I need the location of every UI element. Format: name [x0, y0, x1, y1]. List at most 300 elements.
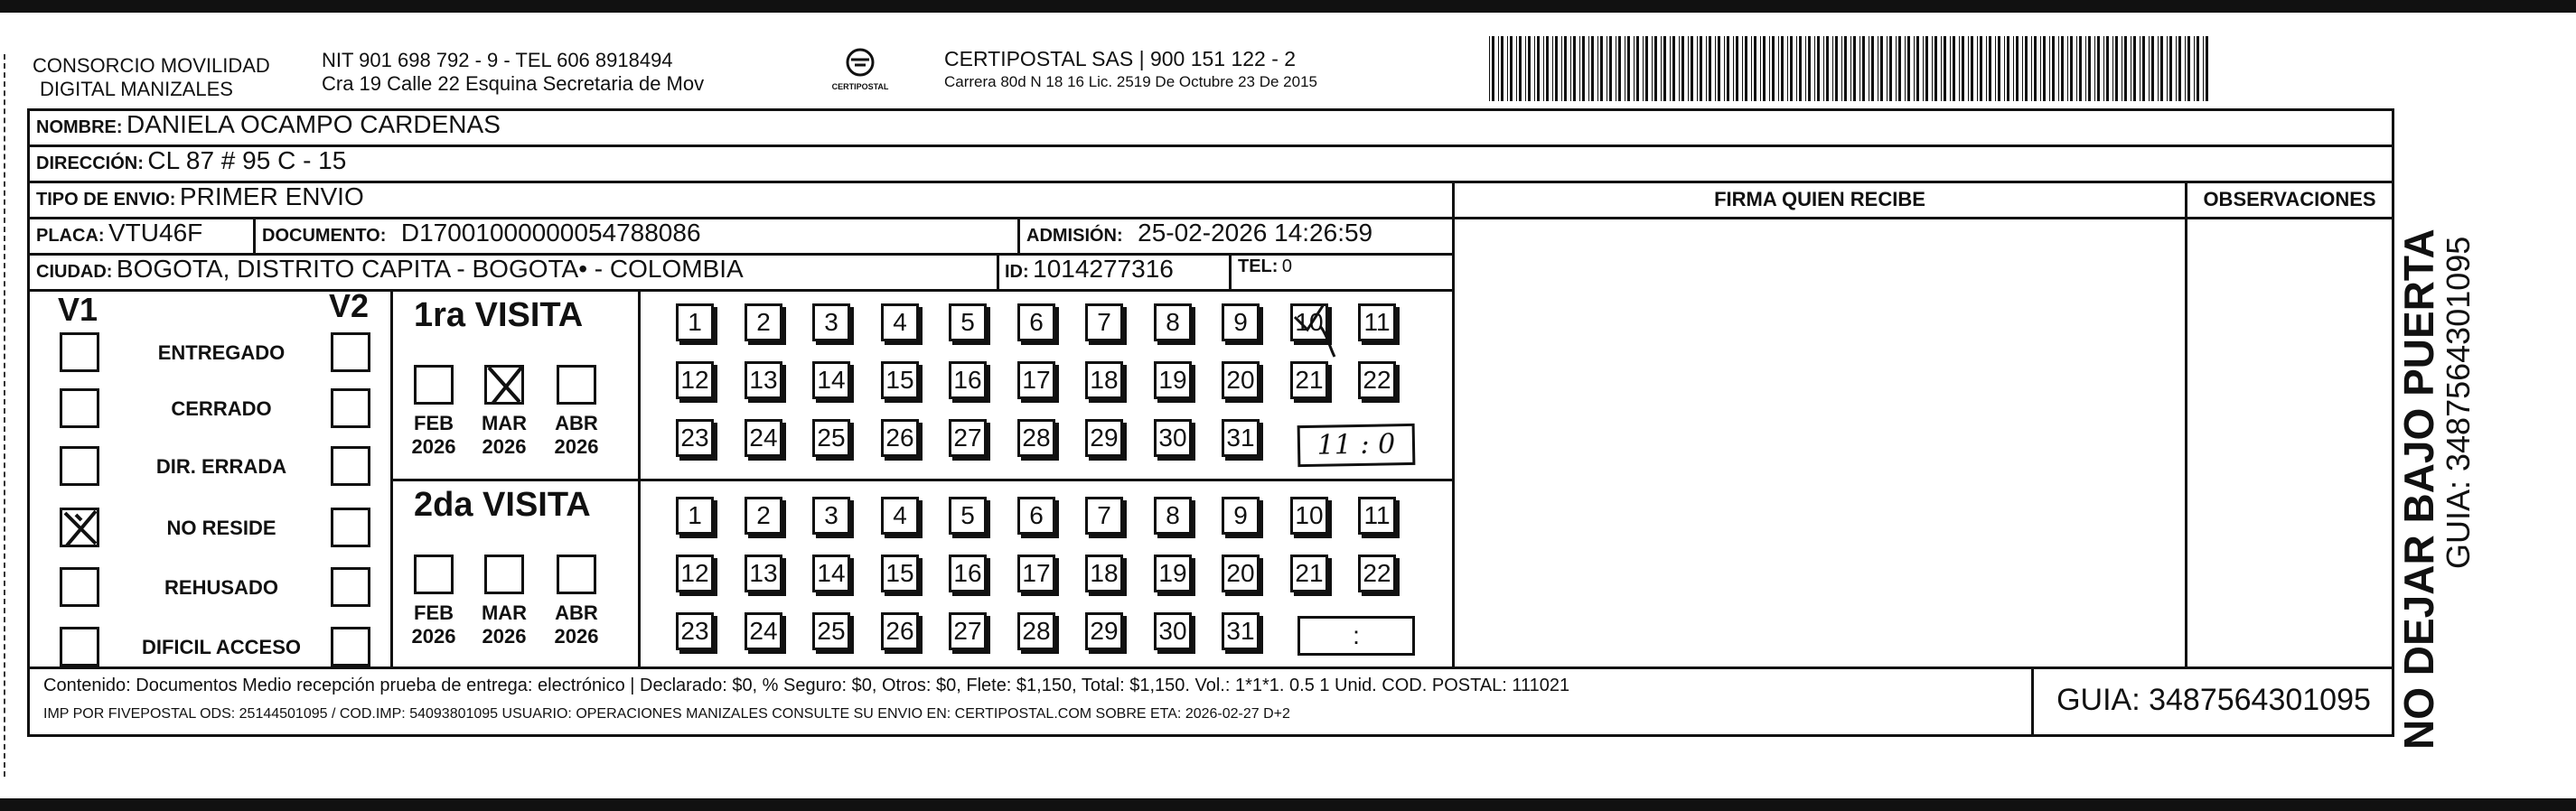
v2-checkbox[interactable]	[331, 332, 370, 372]
month-label: ABR 2026	[554, 412, 599, 458]
certipostal-emblem-icon	[842, 47, 878, 78]
barcode-bar	[1977, 36, 1978, 101]
month-checkbox-mar[interactable]	[484, 365, 524, 405]
month-label: FEB 2026	[411, 601, 456, 648]
barcode-bar	[1914, 36, 1915, 101]
barcode-bar	[2097, 36, 2100, 101]
barcode-bar	[1724, 36, 1725, 101]
barcode-bar	[2194, 36, 2195, 101]
barcode-bar	[1654, 36, 1657, 101]
barcode-bar	[2106, 36, 2109, 101]
barcode-bar	[2034, 36, 2037, 101]
barcode-bar	[1778, 36, 1779, 101]
admision-value: 25-02-2026 14:26:59	[1138, 219, 1373, 247]
month-checkbox-abr[interactable]	[557, 365, 596, 405]
nombre-label: NOMBRE:	[36, 117, 123, 137]
barcode-bar	[1905, 36, 1906, 101]
barcode-bar	[2142, 36, 2145, 101]
barcode-bar	[1582, 36, 1585, 101]
barcode-bar	[1652, 36, 1653, 101]
address-line: Cra 19 Calle 22 Esquina Secretaria de Mov	[322, 72, 705, 95]
day-box[interactable]: 31	[1222, 419, 1260, 457]
day-box[interactable]: 24	[745, 612, 782, 650]
id-value: 1014277316	[1033, 255, 1174, 283]
day-box[interactable]: 4	[881, 497, 919, 535]
barcode-bar	[2070, 36, 2073, 101]
id-row	[1005, 255, 1174, 284]
day-box[interactable]: 11	[1358, 303, 1396, 341]
barcode-bar	[2124, 36, 2127, 101]
day-box[interactable]: 2	[745, 303, 782, 341]
obs-column-left	[2185, 181, 2187, 668]
barcode-bar	[1962, 36, 1964, 101]
side-text	[2394, 126, 2494, 759]
barcode-bar	[1772, 36, 1775, 101]
day-box[interactable]: 22	[1358, 361, 1396, 399]
barcode-bar	[2004, 36, 2005, 101]
barcode-bar	[1934, 36, 1937, 101]
admision-divider	[1017, 217, 1020, 253]
barcode-bar	[1733, 36, 1734, 101]
barcode-bar	[1489, 36, 1490, 101]
day-box[interactable]: 27	[949, 419, 987, 457]
certipostal-info	[944, 47, 1317, 91]
v2-checkbox[interactable]	[331, 446, 370, 486]
barcode-bar	[2133, 36, 2136, 101]
barcode-bar	[1808, 36, 1811, 101]
v1-checkbox[interactable]	[60, 446, 99, 486]
barcode-bar	[1986, 36, 1987, 101]
day-box[interactable]: 14	[812, 361, 850, 399]
barcode-bar	[2115, 36, 2118, 101]
id-label: ID:	[1005, 262, 1029, 282]
day-box[interactable]: 20	[1222, 555, 1260, 592]
barcode-bar	[1492, 36, 1494, 101]
barcode-bar	[1950, 36, 1951, 101]
day-box[interactable]: 29	[1085, 612, 1123, 650]
day-box[interactable]: 20	[1222, 361, 1260, 399]
month-label: FEB 2026	[411, 412, 456, 458]
barcode-bar	[2043, 36, 2046, 101]
tel-divider	[1229, 253, 1232, 289]
check-mark-icon	[1288, 299, 1342, 362]
month-label: MAR 2026	[481, 601, 528, 648]
month-checkbox-mar[interactable]	[484, 555, 524, 594]
barcode-bar	[1634, 36, 1635, 101]
barcode-bar	[1627, 36, 1630, 101]
barcode-bar	[2160, 36, 2163, 101]
barcode-bar	[1688, 36, 1689, 101]
v1-checkbox[interactable]	[60, 567, 99, 607]
status-label: ENTREGADO	[157, 341, 286, 364]
barcode-bar	[1769, 36, 1770, 101]
direccion-row	[36, 146, 346, 175]
day-box[interactable]: 11	[1358, 497, 1396, 535]
day-box[interactable]: 8	[1154, 497, 1192, 535]
day-box[interactable]: 6	[1017, 497, 1055, 535]
day-box[interactable]: 18	[1085, 361, 1123, 399]
day-box[interactable]: 9	[1222, 303, 1260, 341]
status-label: DIR. ERRADA	[155, 455, 287, 478]
barcode-bar	[2052, 36, 2055, 101]
ciudad-label: CIUDAD:	[36, 262, 113, 282]
day-box[interactable]: 26	[881, 612, 919, 650]
visita1-time-box[interactable]	[1297, 424, 1416, 467]
v1-checkbox[interactable]	[60, 332, 99, 372]
day-box[interactable]: 23	[676, 419, 714, 457]
day-box[interactable]: 31	[1222, 612, 1260, 650]
barcode-bar	[1817, 36, 1820, 101]
barcode-bar	[1643, 36, 1644, 101]
day-box[interactable]: 15	[881, 555, 919, 592]
barcode-bar	[1618, 36, 1621, 101]
barcode-bar	[1636, 36, 1639, 101]
barcode-bar	[1697, 36, 1698, 101]
documento-value: D17001000000054788086	[400, 219, 701, 247]
side-warning: NO DEJAR BAJO PUERTA	[2395, 228, 2442, 750]
barcode-bar	[1754, 36, 1756, 101]
barcode-bar	[2178, 36, 2181, 101]
barcode-bar	[1715, 36, 1716, 101]
barcode-bar	[1787, 36, 1788, 101]
day-box[interactable]: 3	[812, 497, 850, 535]
barcode-bar	[1579, 36, 1580, 101]
day-box[interactable]: 30	[1154, 419, 1192, 457]
barcode-bar	[1588, 36, 1589, 101]
company-line-1: CONSORCIO MOVILIDAD	[33, 54, 270, 77]
ciudad-value: BOGOTA, DISTRITO CAPITA - BOGOTA• - COLOMBIA	[116, 255, 744, 283]
scan-left-edge	[4, 54, 7, 777]
barcode-bar	[1691, 36, 1693, 101]
company-name	[33, 54, 270, 101]
barcode-bar	[1606, 36, 1607, 101]
barcode-bar	[2187, 36, 2190, 101]
barcode-bar	[1790, 36, 1793, 101]
status-label: REHUSADO	[164, 576, 278, 599]
day-box[interactable]: 3	[812, 303, 850, 341]
barcode-bar	[1826, 36, 1829, 101]
barcode-bar	[1718, 36, 1720, 101]
day-box[interactable]: 7	[1085, 497, 1123, 535]
barcode-bar	[2206, 36, 2208, 101]
barcode-bar	[1953, 36, 1955, 101]
barcode-bar	[2149, 36, 2150, 101]
footer-guia: GUIA: 3487564301095	[2056, 683, 2371, 717]
status-label: CERRADO	[171, 397, 272, 420]
v1-checkbox[interactable]	[60, 627, 99, 667]
day-box[interactable]: 5	[949, 303, 987, 341]
day-box[interactable]: 26	[881, 419, 919, 457]
barcode-bar	[2040, 36, 2041, 101]
day-box[interactable]: 27	[949, 612, 987, 650]
footer-line-1: Contenido: Documentos Medio recepción prueba de entrega: electrónico | Declarado: $0, % Seguro: $0, Otros: $0, Flete: $1,150, Total: $1,150. Vol.: 1*1*1. 0.5 1 Unid. COD. POSTAL: 111021	[43, 676, 1570, 695]
barcode-bar	[2031, 36, 2032, 101]
firma-header: FIRMA QUIEN RECIBE	[1714, 188, 1925, 210]
firma-column-left	[1452, 181, 1455, 668]
barcode-bar	[1823, 36, 1824, 101]
barcode-bar	[1971, 36, 1973, 101]
barcode-bar	[1742, 36, 1743, 101]
documento-label: DOCUMENTO:	[262, 226, 387, 246]
row-divider	[27, 289, 1455, 292]
barcode-bar	[1561, 36, 1562, 101]
id-divider	[997, 253, 999, 289]
cross-mark-icon	[60, 508, 99, 547]
barcode-bar	[1989, 36, 1991, 101]
barcode-bar	[1871, 36, 1874, 101]
tipo-label: TIPO DE ENVIO:	[36, 190, 176, 210]
status-label: NO RESIDE	[166, 517, 276, 539]
barcode-bar	[1555, 36, 1558, 101]
barcode-bar	[1709, 36, 1711, 101]
barcode-bar	[1781, 36, 1784, 101]
day-box[interactable]: 9	[1222, 497, 1260, 535]
barcode-bar	[1941, 36, 1942, 101]
barcode-bar	[1923, 36, 1924, 101]
company-details	[322, 49, 704, 96]
day-box[interactable]: 1	[676, 303, 714, 341]
barcode-bar	[1998, 36, 2000, 101]
day-box[interactable]: 17	[1017, 361, 1055, 399]
barcode-bar	[1534, 36, 1535, 101]
barcode-bar	[1597, 36, 1598, 101]
barcode-bar	[1841, 36, 1842, 101]
placa-row	[36, 219, 202, 247]
day-box[interactable]: 23	[676, 612, 714, 650]
admision-label: ADMISIÓN:	[1026, 226, 1123, 246]
barcode-bar	[2079, 36, 2082, 101]
tel-label: TEL:	[1238, 256, 1279, 276]
day-box[interactable]: 7	[1085, 303, 1123, 341]
day-box[interactable]: 19	[1154, 555, 1192, 592]
visita-mid-divider	[390, 479, 1455, 481]
barcode-bar	[1591, 36, 1594, 101]
footer-line-2: IMP POR FIVEPOSTAL ODS: 25144501095 / COD.IMP: 54093801095 USUARIO: OPERACIONES MANIZALES CONSULTE SU ENVIO EN: CERTIPOSTAL.COM SOBRE ETA: 2026-02-27 D+2	[43, 706, 1290, 722]
day-box[interactable]: 17	[1017, 555, 1055, 592]
day-box[interactable]: 1	[676, 497, 714, 535]
barcode-bar	[2085, 36, 2086, 101]
month-label: ABR 2026	[554, 601, 599, 648]
barcode-bar	[1661, 36, 1662, 101]
tipo-row	[36, 182, 364, 211]
barcode-bar	[1968, 36, 1969, 101]
barcode-bar	[1889, 36, 1892, 101]
row-divider	[27, 181, 2394, 183]
day-box[interactable]: 16	[949, 361, 987, 399]
barcode-bar	[1760, 36, 1761, 101]
day-box[interactable]: 10	[1290, 303, 1328, 341]
barcode-bar	[1944, 36, 1946, 101]
barcode-bar	[1796, 36, 1797, 101]
day-box[interactable]: 21	[1290, 361, 1328, 399]
day-box[interactable]: 16	[949, 555, 987, 592]
month-checkbox-abr[interactable]	[557, 555, 596, 594]
barcode-bar	[2022, 36, 2023, 101]
barcode-bar	[1980, 36, 1982, 101]
barcode-bar	[1745, 36, 1747, 101]
barcode-bar	[2076, 36, 2077, 101]
day-box[interactable]: 18	[1085, 555, 1123, 592]
logo-text: CERTIPOSTAL	[831, 82, 889, 91]
barcode-bar	[1844, 36, 1847, 101]
barcode-graphic	[1489, 36, 2212, 101]
nombre-row	[36, 110, 501, 139]
day-box[interactable]: 29	[1085, 419, 1123, 457]
visita2-time-box[interactable]	[1297, 616, 1415, 656]
barcode-bar	[2185, 36, 2186, 101]
barcode-bar	[1546, 36, 1549, 101]
documento-row	[262, 219, 701, 247]
direccion-label: DIRECCIÓN:	[36, 154, 144, 173]
barcode-bar	[1501, 36, 1503, 101]
day-box[interactable]: 22	[1358, 555, 1396, 592]
barcode-bar	[1896, 36, 1897, 101]
v1-checkbox[interactable]	[60, 388, 99, 428]
barcode-bar	[1835, 36, 1838, 101]
barcode-bar	[1859, 36, 1860, 101]
barcode-bar	[1498, 36, 1499, 101]
barcode-bar	[2025, 36, 2028, 101]
barcode-bar	[1573, 36, 1576, 101]
barcode-bar	[1995, 36, 1996, 101]
day-box[interactable]: 13	[745, 555, 782, 592]
day-box[interactable]: 28	[1017, 419, 1055, 457]
barcode-bar	[1609, 36, 1612, 101]
day-box[interactable]: 12	[676, 361, 714, 399]
day-box[interactable]: 30	[1154, 612, 1192, 650]
day-box[interactable]: 14	[812, 555, 850, 592]
row-divider	[27, 144, 2394, 147]
status-right-divider	[390, 289, 393, 667]
barcode-bar	[1727, 36, 1729, 101]
cross-mark-icon	[480, 360, 534, 406]
barcode-bar	[1552, 36, 1553, 101]
side-guia: GUIA: 3487564301095	[2440, 236, 2477, 569]
barcode-bar	[1645, 36, 1648, 101]
observaciones-header: OBSERVACIONES	[2203, 188, 2376, 210]
placa-value: VTU46F	[108, 219, 203, 247]
barcode-bar	[2151, 36, 2154, 101]
barcode-bar	[1814, 36, 1815, 101]
barcode-bar	[2167, 36, 2168, 101]
barcode-bar	[2103, 36, 2104, 101]
day-box[interactable]: 15	[881, 361, 919, 399]
day-box[interactable]: 21	[1290, 555, 1328, 592]
certipostal-logo-icon	[827, 47, 894, 98]
scan-top-edge	[0, 0, 2576, 13]
day-box[interactable]: 19	[1154, 361, 1192, 399]
day-box[interactable]: 5	[949, 497, 987, 535]
visita2-title: 2da VISITA	[414, 486, 591, 524]
v2-checkbox[interactable]	[331, 567, 370, 607]
barcode-bar	[1672, 36, 1675, 101]
barcode-bar	[1799, 36, 1802, 101]
barcode-bar	[1853, 36, 1856, 101]
barcode-bar	[1543, 36, 1544, 101]
barcode-bar	[1516, 36, 1517, 101]
day-box[interactable]: 6	[1017, 303, 1055, 341]
day-box[interactable]: 13	[745, 361, 782, 399]
day-box[interactable]: 25	[812, 612, 850, 650]
barcode-bar	[1679, 36, 1680, 101]
month-checkbox-feb[interactable]	[414, 555, 454, 594]
month-checkbox-feb[interactable]	[414, 365, 454, 405]
barcode-bar	[1832, 36, 1833, 101]
barcode-bar	[1862, 36, 1865, 101]
barcode-bar	[2112, 36, 2113, 101]
certipostal-line-2: Carrera 80d N 18 16 Lic. 2519 De Octubre 23 De 2015	[944, 73, 1317, 90]
day-box[interactable]: 4	[881, 303, 919, 341]
day-box[interactable]: 8	[1154, 303, 1192, 341]
barcode-bar	[1880, 36, 1883, 101]
v2-checkbox[interactable]	[331, 388, 370, 428]
barcode-bar	[1805, 36, 1806, 101]
barcode-bar	[2061, 36, 2064, 101]
barcode-bar	[1736, 36, 1738, 101]
barcode	[1489, 36, 2212, 101]
day-box[interactable]: 12	[676, 555, 714, 592]
barcode-bar	[1670, 36, 1671, 101]
day-box[interactable]: 25	[812, 419, 850, 457]
barcode-bar	[1887, 36, 1888, 101]
admision-row	[1026, 219, 1372, 247]
barcode-bar	[1907, 36, 1910, 101]
visita2-time-placeholder: :	[1353, 621, 1360, 649]
tipo-value: PRIMER ENVIO	[179, 182, 364, 210]
barcode-bar	[1763, 36, 1766, 101]
visita-right-divider	[638, 289, 641, 667]
barcode-bar	[2158, 36, 2159, 101]
barcode-bar	[1519, 36, 1522, 101]
barcode-bar	[2013, 36, 2014, 101]
barcode-bar	[1663, 36, 1666, 101]
nit-line: NIT 901 698 792 - 9 - TEL 606 8918494	[322, 49, 673, 71]
v1-checkbox[interactable]	[60, 508, 99, 547]
v2-label: V2	[329, 287, 370, 324]
day-box[interactable]: 2	[745, 497, 782, 535]
placa-divider	[253, 217, 256, 253]
barcode-bar	[1898, 36, 1901, 101]
certipostal-line-1: CERTIPOSTAL SAS | 900 151 122 - 2	[944, 47, 1297, 70]
barcode-bar	[2058, 36, 2059, 101]
barcode-bar	[1600, 36, 1603, 101]
nombre-value: DANIELA OCAMPO CARDENAS	[126, 110, 501, 138]
day-box[interactable]: 24	[745, 419, 782, 457]
barcode-bar	[1706, 36, 1707, 101]
barcode-bar	[2007, 36, 2009, 101]
company-line-2: DIGITAL MANIZALES	[40, 78, 233, 100]
barcode-bar	[1925, 36, 1928, 101]
barcode-bar	[1916, 36, 1919, 101]
barcode-bar	[2049, 36, 2050, 101]
v2-checkbox[interactable]	[331, 627, 370, 667]
barcode-bar	[1959, 36, 1960, 101]
v2-checkbox[interactable]	[331, 508, 370, 547]
barcode-bar	[1525, 36, 1526, 101]
barcode-bar	[2016, 36, 2019, 101]
barcode-bar	[1537, 36, 1540, 101]
day-box[interactable]: 10	[1290, 497, 1328, 535]
ciudad-row	[36, 255, 744, 284]
barcode-bar	[2176, 36, 2177, 101]
barcode-bar	[1751, 36, 1752, 101]
day-box[interactable]: 28	[1017, 612, 1055, 650]
scan-bottom-edge	[0, 798, 2576, 811]
barcode-bar	[1932, 36, 1933, 101]
barcode-bar	[1564, 36, 1567, 101]
barcode-bar	[2088, 36, 2091, 101]
visita1-time-value: 11 : 0	[1316, 428, 1396, 461]
